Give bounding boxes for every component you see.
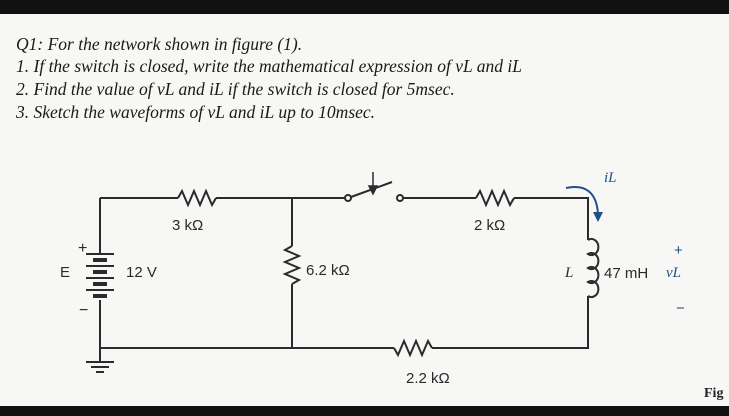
resistor-2-2k <box>394 341 432 355</box>
figure-label: Fig <box>704 386 724 401</box>
label-vl: vL <box>666 265 681 281</box>
wire-top-right-end <box>514 198 588 240</box>
switch-terminal-right <box>397 195 403 201</box>
label-r1: 3 kΩ <box>172 217 204 234</box>
ground-symbol <box>86 362 114 372</box>
label-inductor-value: 47 mH <box>604 265 649 282</box>
label-inductor: L <box>565 265 574 281</box>
label-il: iL <box>604 170 617 186</box>
question-item-1: 1. If the switch is closed, write the mathematical expression of vL and iL <box>16 56 522 76</box>
document-page <box>0 14 729 406</box>
resistor-6-2k <box>285 246 299 284</box>
inductor-coil <box>588 239 598 297</box>
vl-minus: − <box>676 300 685 317</box>
label-r3: 2 kΩ <box>474 217 506 234</box>
resistor-3k <box>178 191 216 205</box>
circuit-diagram <box>0 14 729 406</box>
question-item-2: 2. Find the value of vL and iL if the switch is closed for 5msec. <box>16 79 455 99</box>
switch-terminal-left <box>345 195 351 201</box>
source-minus: − <box>79 302 89 319</box>
current-arrow <box>566 187 603 222</box>
wire-right-bottom <box>432 296 588 348</box>
vl-plus: + <box>674 242 683 259</box>
resistor-2k <box>476 191 514 205</box>
label-r4: 2.2 kΩ <box>406 370 450 387</box>
battery-symbol <box>86 254 114 296</box>
label-r2: 6.2 kΩ <box>306 262 350 279</box>
label-source: E <box>60 264 71 281</box>
question-title: Q1: For the network shown in figure (1). <box>16 34 303 54</box>
question-item-3: 3. Sketch the waveforms of vL and iL up to 10msec. <box>16 102 376 122</box>
source-plus: + <box>78 240 88 257</box>
label-source-value: 12 V <box>126 264 157 281</box>
